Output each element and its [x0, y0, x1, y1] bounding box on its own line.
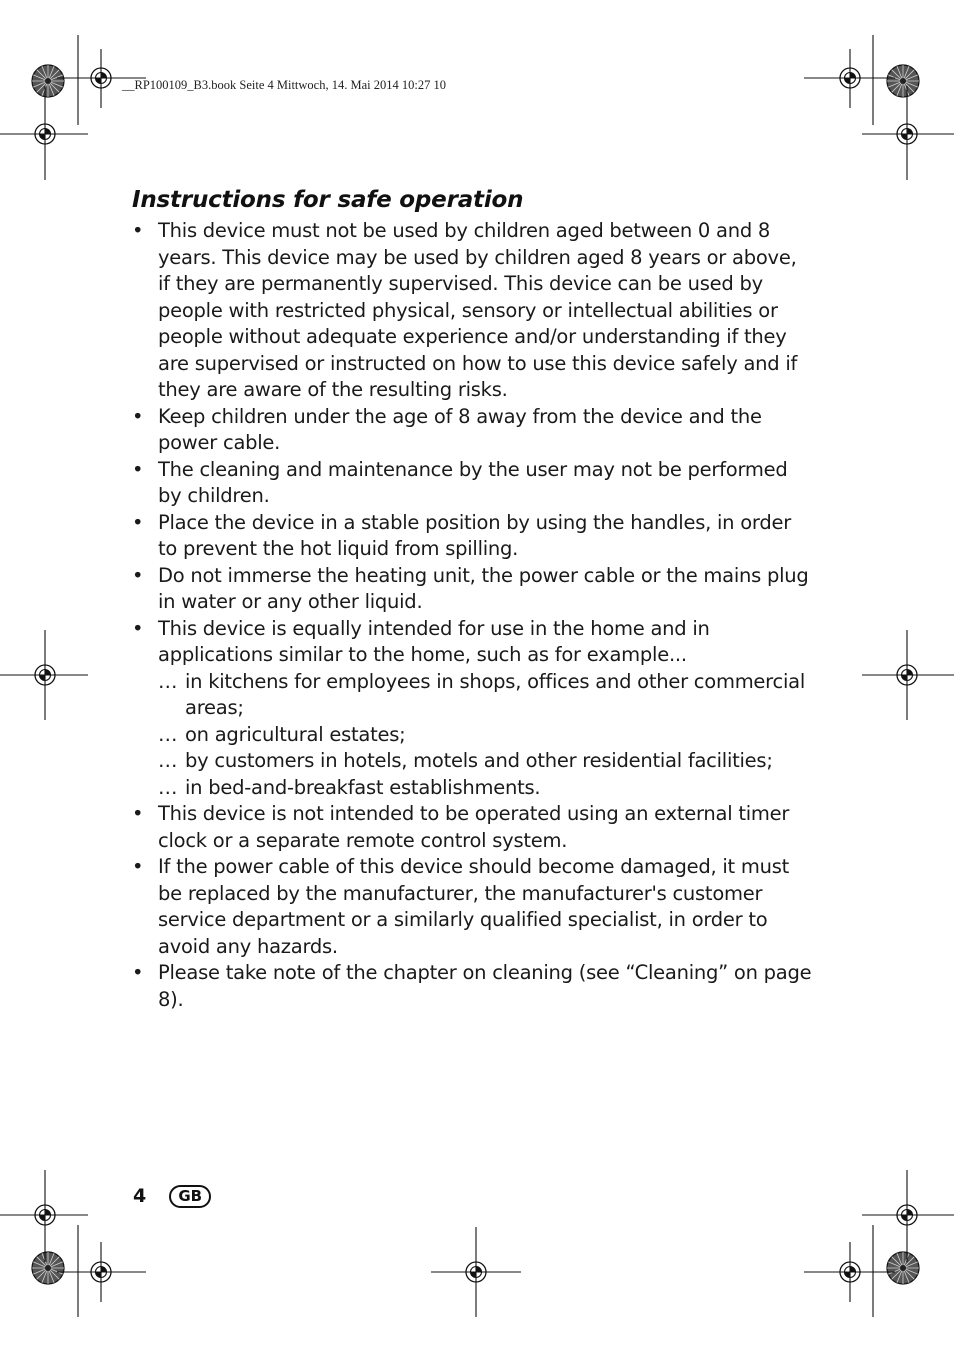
list-item: [132, 854, 812, 960]
bullet: •: [132, 855, 144, 878]
sub-list-item-text: in bed-and-breakfast establishments.: [185, 775, 541, 799]
page-footer: [133, 1182, 211, 1210]
list-item: [132, 616, 812, 802]
bullet: •: [132, 510, 144, 534]
list-item-text: The cleaning and maintenance by the user may not be performed by children.: [158, 457, 788, 507]
ellipsis-prefix: …: [158, 722, 178, 746]
sub-list-item-text: by customers in hotels, motels and other residential facilities;: [185, 749, 773, 772]
section-title: Instructions for safe operation: [132, 187, 524, 213]
print-header: __RP100109_B3.book Seite 4 Mittwoch, 14. Mai 2014 10:27 10: [122, 78, 446, 92]
list-item-text: If the power cable of this device should become damaged, it must be replaced by the manufacturer, the manufacturer's customer service department or a similarly qualified specialist, in order to avoid any hazards.: [158, 855, 790, 958]
bullet: •: [132, 616, 144, 640]
safety-instructions-list: [132, 218, 812, 1013]
bullet: •: [132, 563, 144, 587]
list-item: [132, 457, 812, 510]
bullet: •: [132, 404, 144, 428]
list-item: [132, 801, 812, 854]
main-content: [132, 184, 812, 1013]
list-item-text: This device is not intended to be operated using an external timer clock or a separate remote control system.: [158, 802, 790, 852]
list-item-text: This device must not be used by children aged between 0 and 8 years. This device may be used by children aged 8 years or above, if they are permanently supervised. This device can be used by people with restricted physical, sensory or intellectual abilities or people without adequate experience and/or understanding if they are supervised or instructed on how to use this device safely and if they are aware of the resulting risks.: [158, 219, 798, 401]
sub-list-item: [158, 748, 812, 775]
starburst-mark-bottom-right: [887, 1252, 919, 1284]
ellipsis-prefix: …: [158, 749, 178, 772]
list-item-text: Place the device in a stable position by using the handles, in order to prevent the hot liquid from spilling.: [158, 510, 791, 560]
list-item-text: Please take note of the chapter on cleaning (see “Cleaning” on page 8).: [158, 961, 812, 1011]
sub-list-item: [158, 669, 812, 722]
list-item: [132, 960, 812, 1013]
starburst-mark-bottom-left: [32, 1252, 64, 1284]
bullet: •: [132, 802, 144, 825]
page-number: 4: [133, 1185, 147, 1207]
starburst-mark-top-right: [887, 65, 919, 97]
list-item-text: Do not immerse the heating unit, the power cable or the mains plug in water or any other liquid.: [158, 563, 809, 613]
sub-list-item-text: on agricultural estates;: [185, 722, 406, 746]
bullet: •: [132, 457, 144, 481]
sub-list-item-text: in kitchens for employees in shops, offices and other commercial areas;: [185, 669, 806, 719]
list-item: [132, 563, 812, 616]
list-item: [132, 218, 812, 404]
sub-list-item: [158, 775, 812, 802]
ellipsis-prefix: …: [158, 669, 178, 693]
list-item: [132, 510, 812, 563]
list-item-text: Keep children under the age of 8 away from the device and the power cable.: [158, 404, 762, 454]
usage-examples-list: [158, 669, 812, 802]
starburst-mark-top-left: [32, 65, 64, 97]
bullet: •: [132, 219, 144, 242]
list-item-text: This device is equally intended for use in the home and in applications similar to the home, such as for example...: [158, 616, 710, 666]
list-item: [132, 404, 812, 457]
language-badge: GB: [169, 1185, 211, 1208]
ellipsis-prefix: …: [158, 775, 178, 799]
bullet: •: [132, 961, 144, 984]
sub-list-item: [158, 722, 812, 749]
